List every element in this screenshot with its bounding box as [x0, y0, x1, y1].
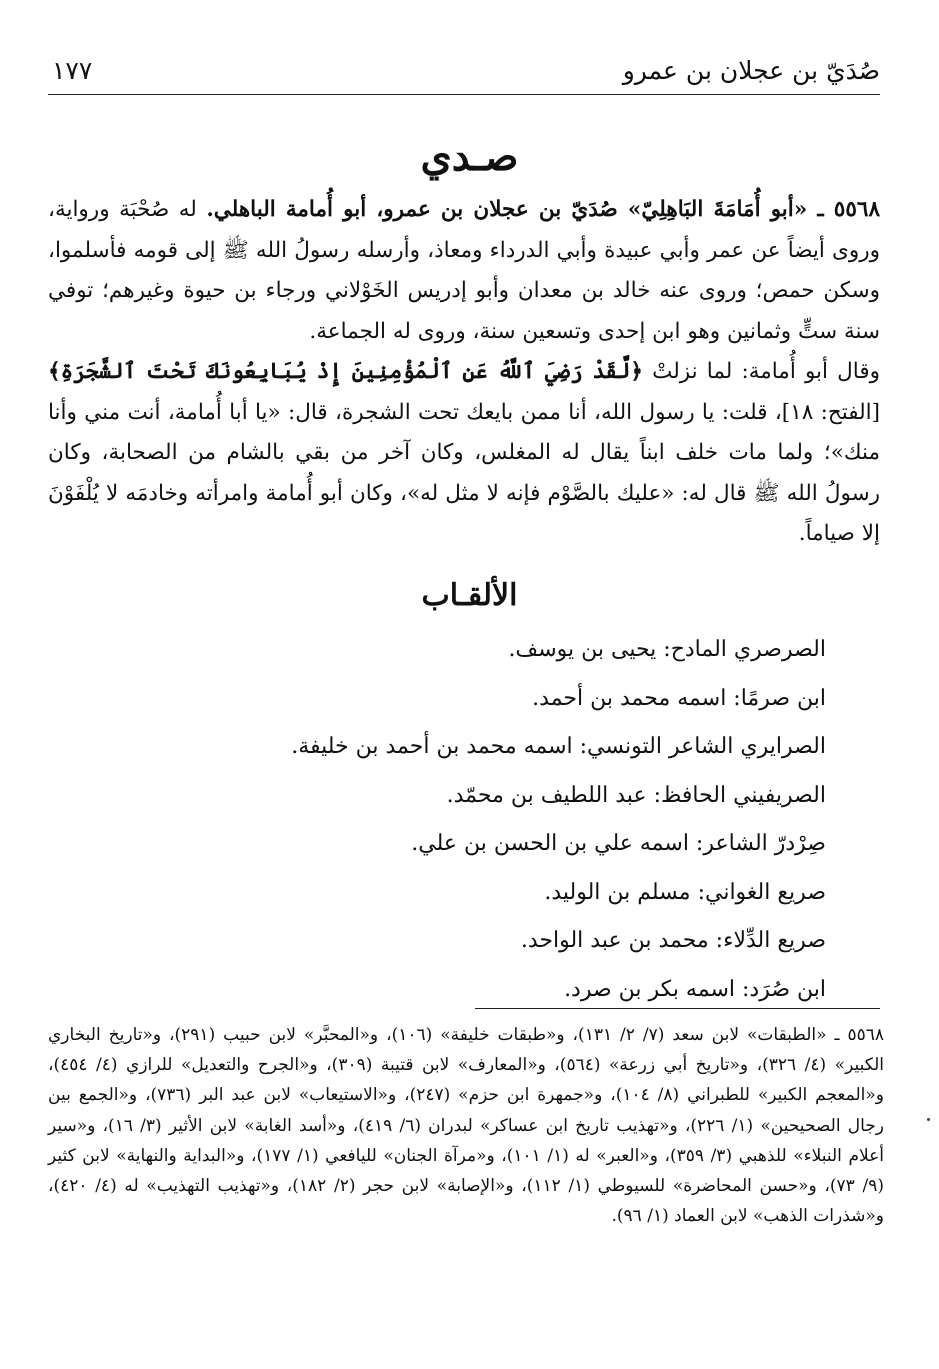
- section-heading: صـدي: [420, 133, 519, 180]
- titles-list: [48, 630, 826, 1018]
- entry-heading: ٥٥٦٨ ـ «أبو أُمَامَةَ البَاهِلِيّ» صُدَيّ بن عجلان بن عمرو، أبو أُمامة الباهلي.: [206, 197, 880, 222]
- title-item: ابن صرمًا: اسمه محمد بن أحمد.: [532, 685, 826, 711]
- footnote: [48, 1020, 884, 1231]
- entry-paragraph-1: [48, 190, 880, 352]
- title-item: صريع الدِّلاء: محمد بن عبد الواحد.: [520, 928, 826, 953]
- entry-text-3: [الفتح: ١٨]، قلت: يا رسول الله، أنا ممن بايعك تحت الشجرة، قال: «يا أبا أُمامة، أنت مني وأنا منك»؛ ولما مات خلف ابناً يقال له المغلس، وكان آخر من بقي بالشام من الصحابة، وكان رسولُ الله ﷺ قال له: «عليك بالصَّوْم فإنه لا مثل له»، وكان أبو أُمامة وامرأته وخادمَه لا يُلْفَوْنَ إلا صياماً.: [48, 399, 880, 546]
- footnote-text: ٥٥٦٨ ـ «الطبقات» لابن سعد (٧/ ٢/ ١٣١)، و«طبقات خليفة» (١٠٦)، و«المحبَّر» لابن حبيب (٢٩١)، و«تاريخ البخاري الكبير» (٤/ ٣٢٦)، و«تاريخ أبي زرعة» (٥٦٤)، و«المعارف» لابن قتيبة (٣٠٩)، و«الجرح والتعديل» للرازي (٤/ ٤٥٤)، و«المعجم الكبير» للطبراني (٨/ ١٠٤)، و«جمهرة ابن حزم» (٢٤٧)، و«الاستيعاب» لابن عبد البر (٧٣٦)، و«الجمع بين رجال الصحيحين» (١/ ٢٢٦)، و«تهذيب تاريخ ابن عساكر» لبدران (٦/ ٤١٩)، و«أسد الغابة» لابن الأثير (٣/ ١٦)، و«سير أعلام النبلاء» للذهبي (٣/ ٣٥٩)، و«العبر» له (١/ ١٠١)، و«مرآة الجنان» لليافعي (١/ ١٧٧)، و«البداية والنهاية» لابن كثير (٩/ ٧٣)، و«حسن المحاضرة» للسيوطي (١/ ١١٢)، و«الإصابة» لابن حجر (٢/ ١٨٢)، و«تهذيب التهذيب» له (٤/ ٤٢٠)، و«شذرات الذهب» لابن العماد (١/ ٩٦).: [48, 1025, 885, 1227]
- footnote-divider: [475, 1008, 880, 1009]
- title-item: ابن صُرَد: اسمه بكر بن صرد.: [564, 976, 826, 1002]
- title-item: صِرْدرّ الشاعر: اسمه علي بن الحسن بن علي.: [411, 831, 826, 856]
- entry-text-2: وقال أبو أُمامة: لما نزلتْ: [642, 359, 880, 384]
- running-header: [48, 50, 880, 95]
- running-title: صُدَيّ بن عجلان بن عمرو: [622, 56, 880, 85]
- title-item: صريع الغواني: مسلم بن الوليد.: [544, 879, 826, 905]
- quran-verse: ﴿لَّقَدْ رَضِيَ ٱللَّهُ عَنِ ٱلْمُؤْمِنِينَ إِذْ يُبَايِعُونَكَ تَحْتَ ٱلشَّجَرَةِ﴾: [48, 359, 643, 384]
- title-item: الصريفيني الحافظ: عبد اللطيف بن محمّد.: [446, 782, 826, 808]
- titles-heading: الألقـاب: [421, 578, 518, 613]
- title-item: الصرايري الشاعر التونسي: اسمه محمد بن أحمد بن خليفة.: [291, 734, 826, 759]
- page-number: ١٧٧: [52, 56, 93, 85]
- title-item: الصرصري المادح: يحيى بن يوسف.: [508, 637, 826, 662]
- entry-paragraph-2: [48, 352, 880, 555]
- entry-text-1: له صُحْبَة ورواية، وروى أيضاً عن عمر وأبي عبيدة وأبي الدرداء ومعاذ، وأرسله رسولُ الله ﷺ إلى قومه فأسلموا، وسكن حمص؛ وروى عنه خالد بن معدان وأبو إدريس الخَوْلاني ورجاء بن حيوة وغيرهم؛ توفي سنة ستٍّ وثمانين وهو ابن إحدى وتسعين سنة، وروى له الجماعة.: [48, 197, 880, 344]
- biography-entry: [48, 190, 880, 555]
- margin-mark: [927, 1118, 930, 1121]
